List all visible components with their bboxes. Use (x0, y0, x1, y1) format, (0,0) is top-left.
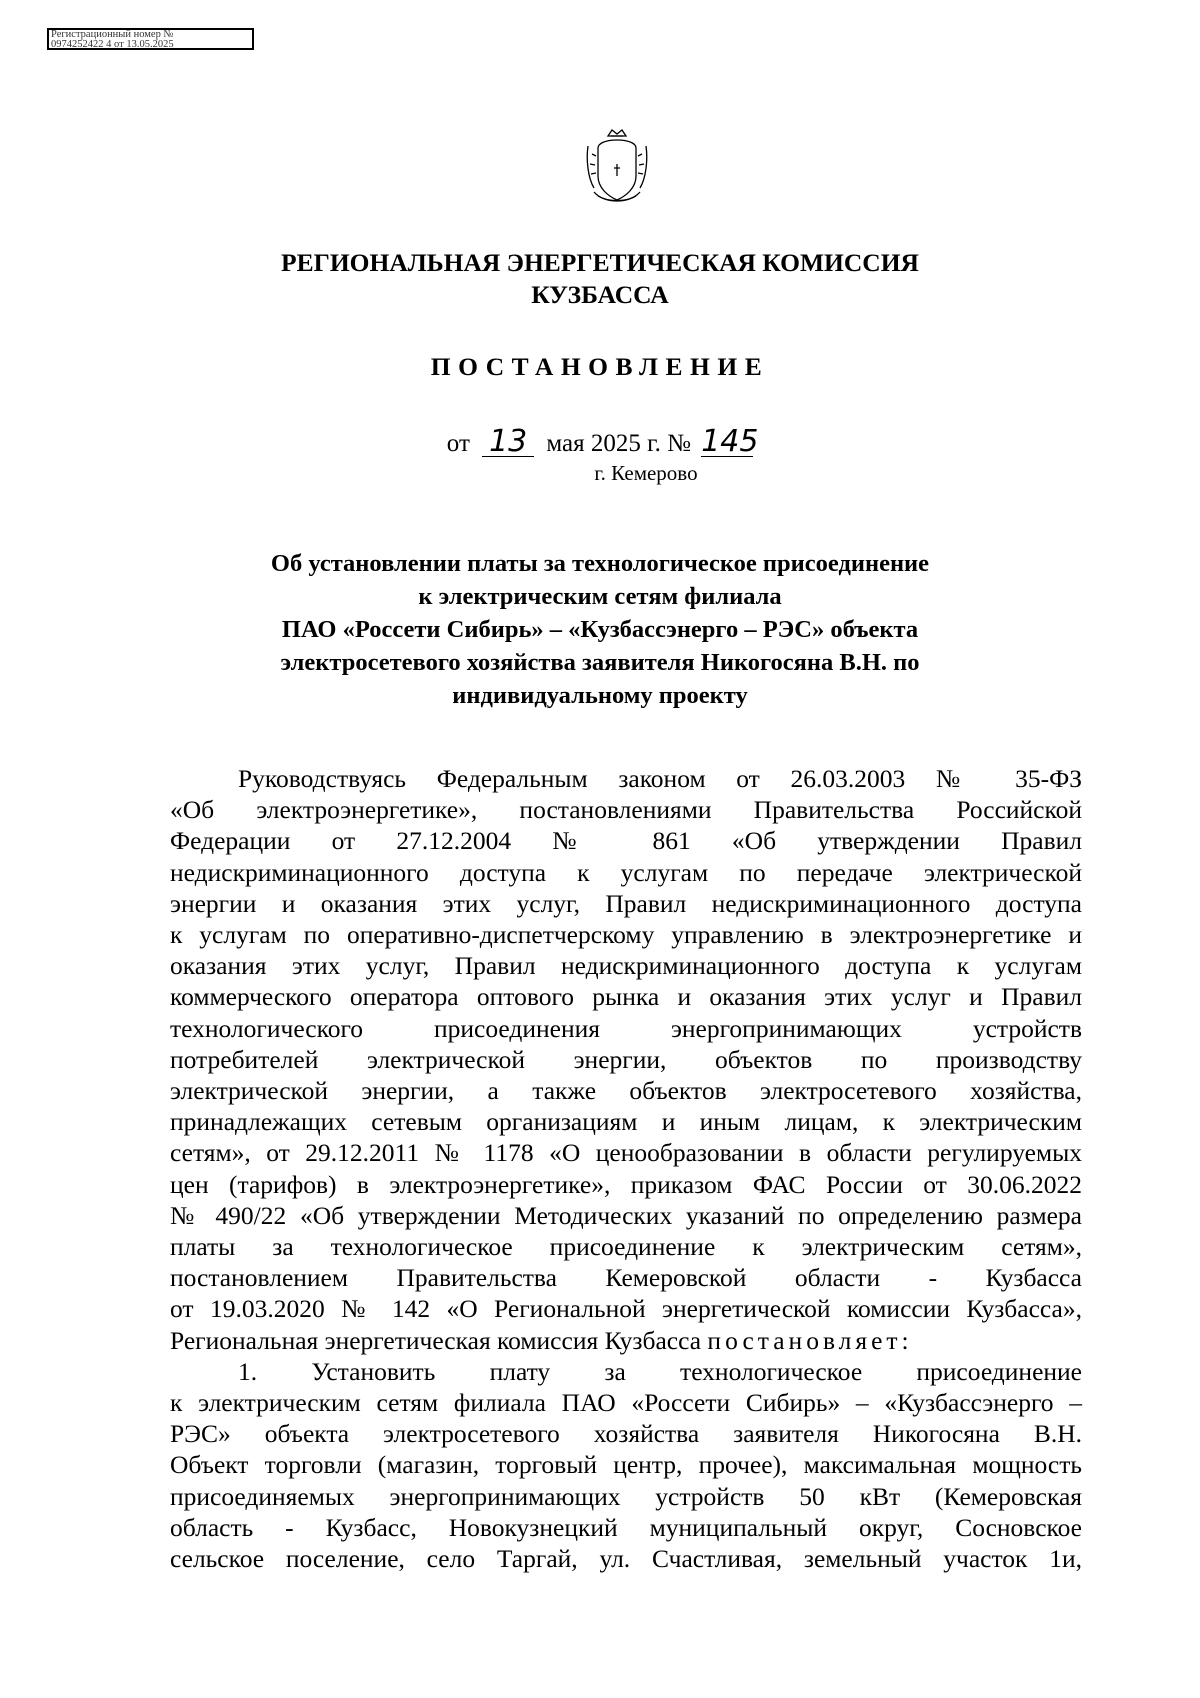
item-1-line: Объект торговли (магазин, торговый центр, прочее), максимальная мощность (170, 1450, 1082, 1480)
subject-line: индивидуальному проекту (452, 682, 748, 709)
document-type-title: ПОСТАНОВЛЕНИЕ (430, 352, 770, 381)
body-line: № 490/22 «Об утверждении Методических указаний по определению размера (170, 1200, 1082, 1230)
item-1-line: присоединяемых энергопринимающих устройств 50 кВт (Кемеровская (170, 1481, 1082, 1511)
registration-stamp-line-2: 0974252422 4 от 13.05.2025 (51, 39, 174, 50)
item-1-line: 1. Установить плату за технологическое присоединение (238, 1356, 1082, 1386)
coat-of-arms-icon (584, 126, 650, 206)
handwritten-document-number: 145 (701, 424, 759, 459)
body-line: недискриминационного доступа к услугам по передаче электрической (170, 857, 1082, 887)
subject-line: ПАО «Россети Сибирь» – «Кузбассэнерго – РЭС» объекта (281, 616, 919, 643)
document-subject (0, 547, 1200, 712)
body-line: потребителей электрической энергии, объектов по производству (170, 1044, 1082, 1074)
body-line: оказания этих услуг, Правил недискриминационного доступа к услугам (170, 951, 1082, 981)
body-line: коммерческого оператора оптового рынка и оказания этих услуг и Правил (170, 982, 1082, 1012)
registration-stamp (47, 28, 254, 50)
body-line: постановлением Правительства Кемеровской области - Кузбасса (170, 1263, 1082, 1293)
body-line: платы за технологическое присоединение к электрическим сетям», (170, 1232, 1082, 1262)
document-body (170, 763, 1082, 1574)
body-line: технологического присоединения энергопринимающих устройств (170, 1013, 1082, 1043)
body-line: цен (тарифов) в электроэнергетике», приказом ФАС России от 30.06.2022 (170, 1169, 1082, 1199)
commission-name-line-2: КУЗБАССА (531, 280, 669, 309)
handwritten-day: 13 (482, 428, 534, 457)
resolution-line (170, 1325, 1082, 1356)
subject-line: электросетевого хозяйства заявителя Никогосяна В.Н. по (280, 649, 920, 676)
body-line: электрической энергии, а также объектов электросетевого хозяйства, (170, 1076, 1082, 1106)
registration-stamp-line-1: Регистрационный номер № (51, 29, 174, 40)
item-1-line: к электрическим сетям филиала ПАО «Россети Сибирь» – «Кузбассэнерго – (170, 1388, 1082, 1418)
item-1-line: сельское поселение, село Таргай, ул. Счастливая, земельный участок 1и, (170, 1544, 1082, 1574)
date-middle: мая 2025 г. № (546, 430, 691, 457)
item-1-line: область - Кузбасс, Новокузнецкий муниципальный округ, Сосновское (170, 1512, 1082, 1542)
item-1-line: РЭС» объекта электросетевого хозяйства заявителя Никогосяна В.Н. (170, 1419, 1082, 1449)
body-line: Федерации от 27.12.2004 № 861 «Об утверждении Правил (170, 826, 1082, 856)
body-line: энергии и оказания этих услуг, Правил недискриминационного доступа (170, 888, 1082, 918)
body-line: от 19.03.2020 № 142 «О Региональной энергетической комиссии Кузбасса», (170, 1294, 1082, 1324)
body-line: «Об электроэнергетике», постановлениями Правительства Российской (170, 795, 1082, 825)
date-prefix: от (446, 430, 470, 457)
resolution-word: постановляет: (707, 1325, 913, 1355)
commission-name-line-1: РЕГИОНАЛЬНАЯ ЭНЕРГЕТИЧЕСКАЯ КОМИССИЯ (281, 248, 919, 277)
issue-city: г. Кемерово (594, 461, 698, 485)
body-line: сетям», от 29.12.2011 № 1178 «О ценообразовании в области регулируемых (170, 1138, 1082, 1168)
body-line: принадлежащих сетевым организациям и иным лицам, к электрическим (170, 1107, 1082, 1137)
date-number-line (0, 424, 1200, 459)
commission-name (0, 247, 1200, 311)
body-line: к услугам по оперативно-диспетчерскому управлению в электроэнергетике и (170, 920, 1082, 950)
body-line: Руководствуясь Федеральным законом от 26.03.2003 № 35-ФЗ (238, 764, 1082, 793)
subject-line: к электрическим сетям филиала (418, 583, 782, 610)
subject-line: Об установлении платы за технологическое присоединение (270, 550, 930, 577)
resolution-prefix: Региональная энергетическая комиссия Кузбасса (170, 1325, 702, 1355)
